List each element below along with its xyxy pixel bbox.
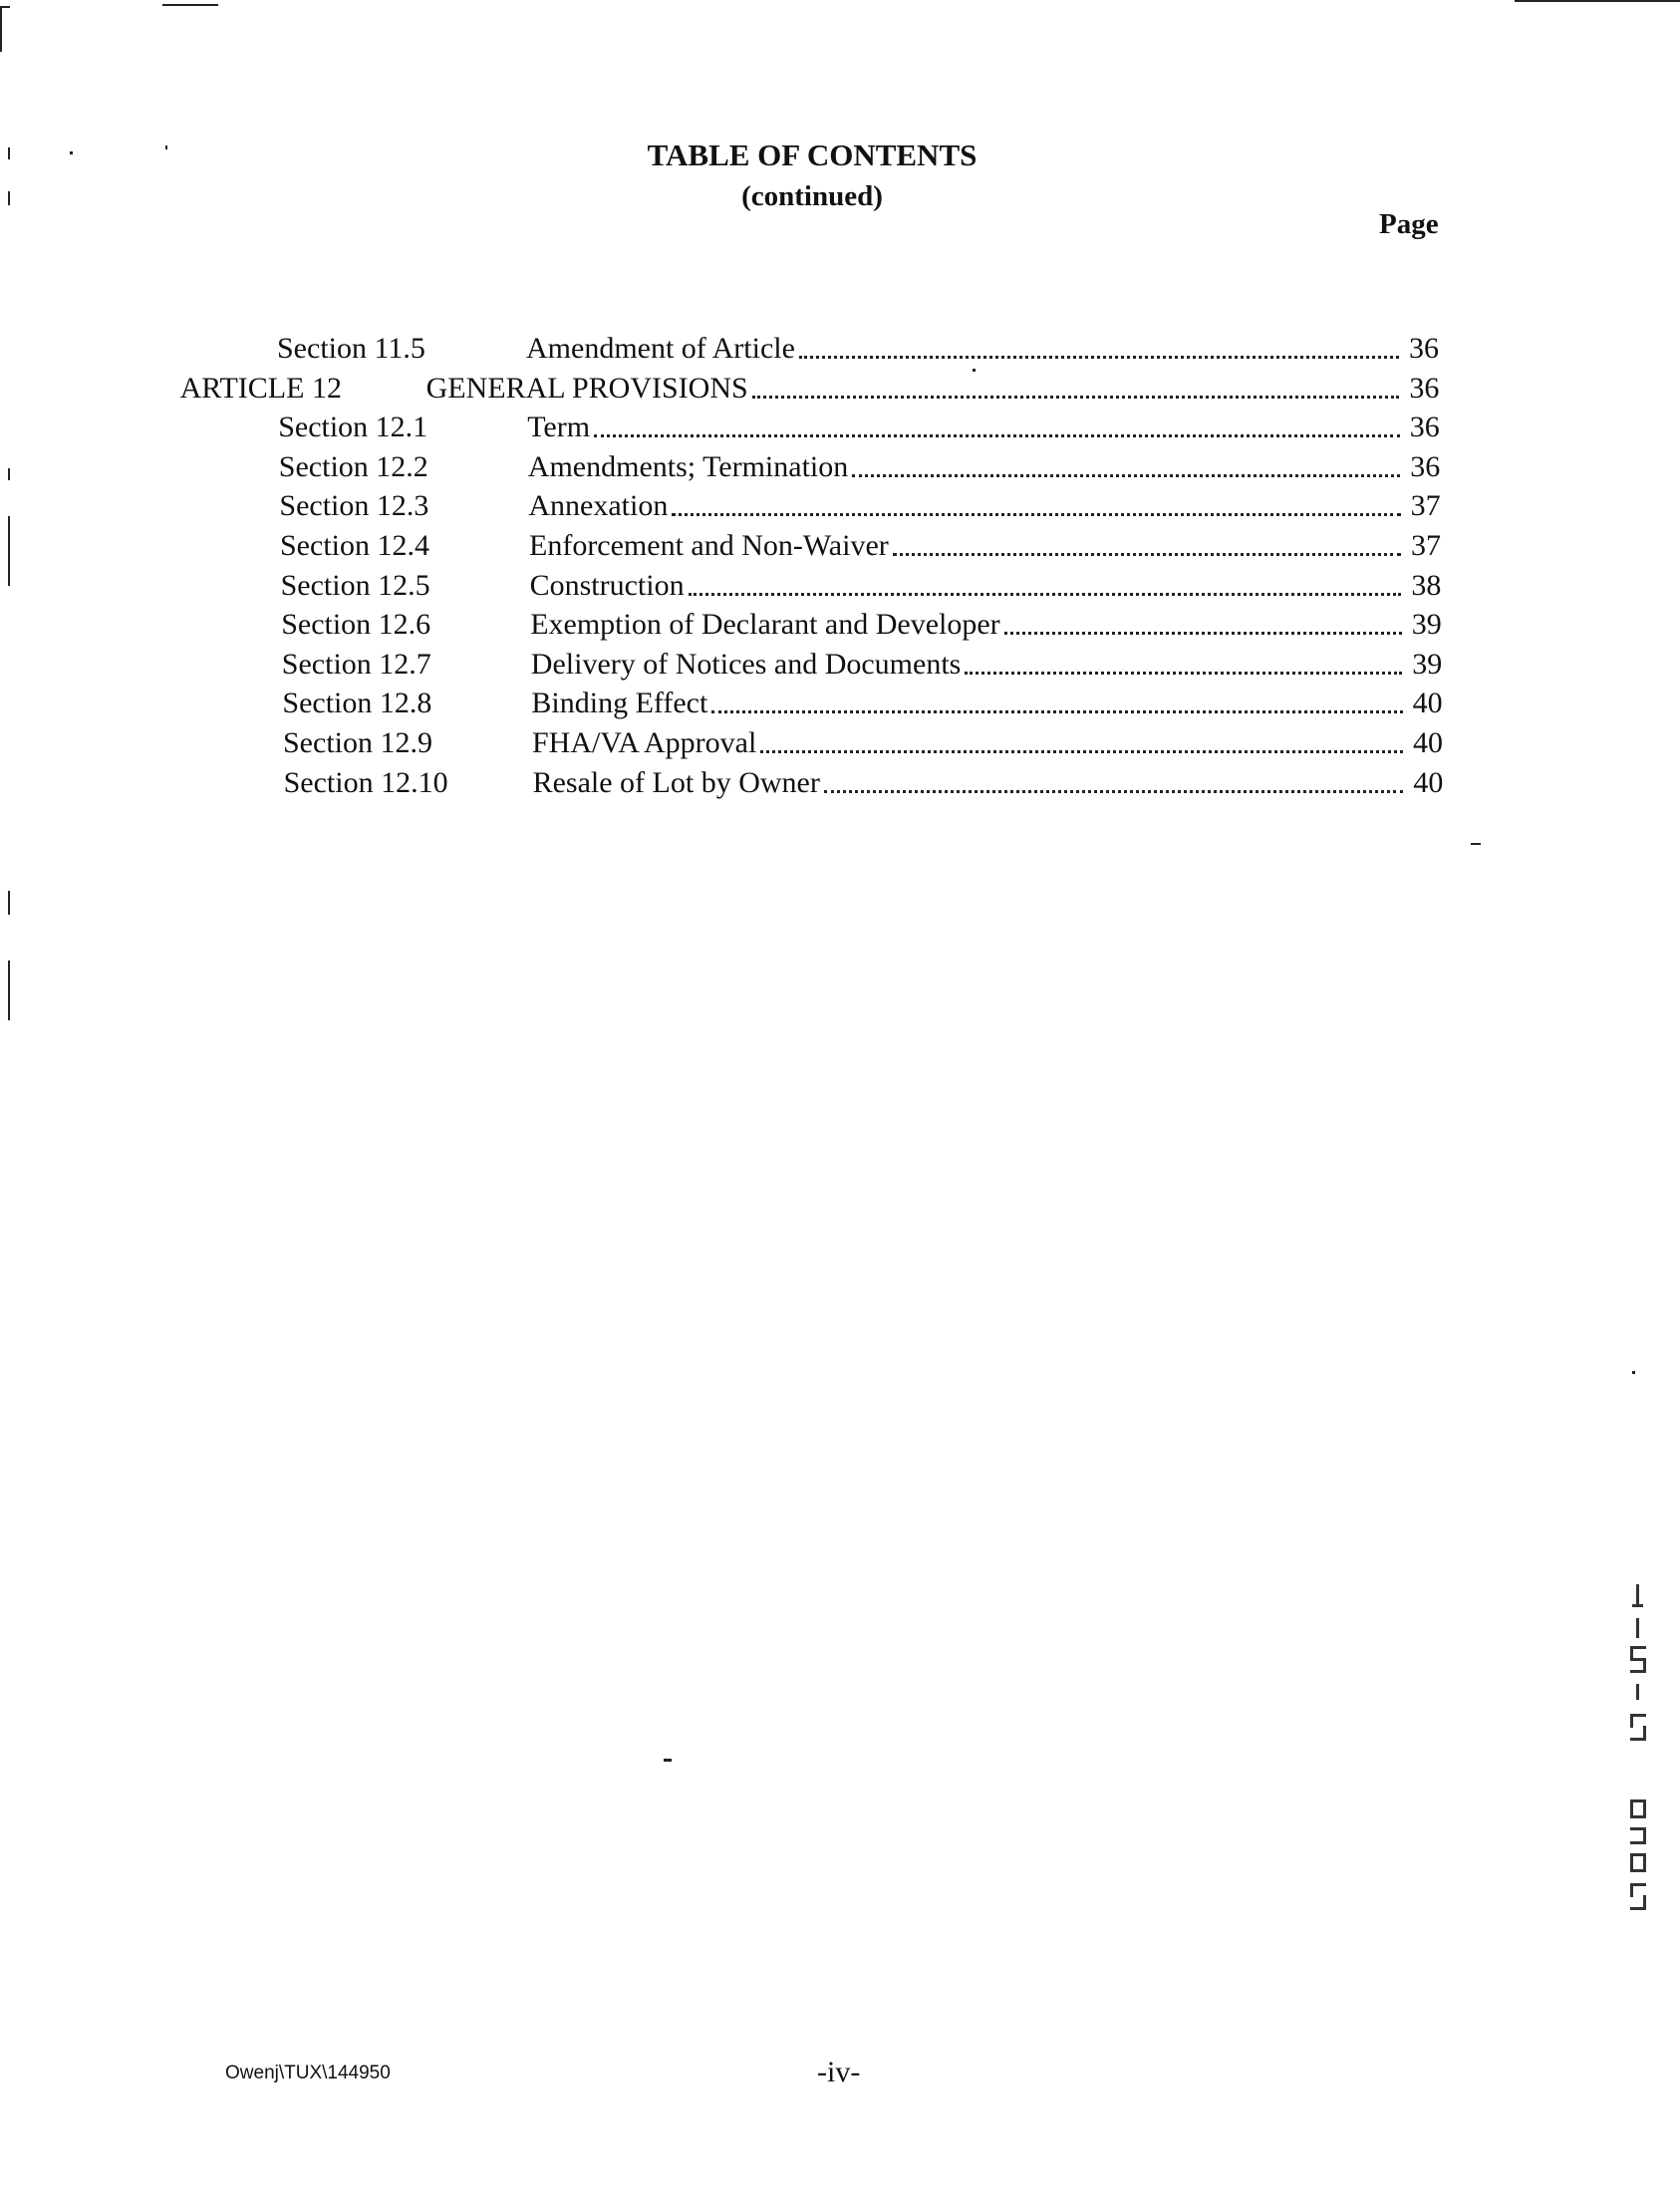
scan-artifact <box>70 151 73 154</box>
dot-leader <box>965 671 1402 675</box>
dot-leader <box>689 592 1402 596</box>
toc-entry-page: 38 <box>1411 568 1442 602</box>
toc-entry-title: Annexation <box>528 489 669 523</box>
toc-entry-page: 36 <box>1410 449 1441 483</box>
dot-leader <box>1004 631 1402 635</box>
toc-entry-page: 40 <box>1413 726 1443 759</box>
scan-artifact <box>8 961 10 1020</box>
scan-artifact <box>8 891 10 915</box>
toc-entry-page: 37 <box>1411 529 1441 562</box>
toc-entry-page: 36 <box>1409 371 1440 405</box>
toc-entry <box>277 327 1439 367</box>
dot-leader <box>893 552 1401 556</box>
toc-entry-title: Delivery of Notices and Documents <box>530 647 962 681</box>
scan-artifact <box>0 6 10 8</box>
toc-entry-number: Section 12.5 <box>280 568 430 602</box>
toc-entry-number: Section 11.5 <box>277 332 425 365</box>
toc-entry-title: FHA/VA Approval <box>532 726 757 759</box>
dot-leader <box>672 512 1400 516</box>
toc-entry-number: Section 12.1 <box>278 411 428 444</box>
footer-document-id: Owenj\TUX\144950 <box>225 2063 391 2083</box>
toc-entry <box>282 643 1442 683</box>
toc-entry-page: 36 <box>1409 332 1439 365</box>
scan-artifact <box>162 4 218 6</box>
toc-entry-page: 39 <box>1412 647 1443 681</box>
toc-entry-title: Construction <box>529 568 685 602</box>
toc-entry-page: 37 <box>1410 489 1441 523</box>
toc-entry-number: Section 12.2 <box>278 449 428 483</box>
scan-artifact <box>664 1759 672 1762</box>
dot-leader <box>594 433 1400 437</box>
toc-entry-title: GENERAL PROVISIONS <box>425 371 748 405</box>
toc-entry-title: Enforcement and Non-Waiver <box>529 529 889 562</box>
toc-entry-title: Amendments; Termination <box>527 449 849 483</box>
toc-entry <box>279 445 1440 485</box>
toc-entry-page: 39 <box>1411 608 1442 642</box>
dot-leader <box>824 789 1404 793</box>
toc-entry-number: Section 12.10 <box>283 765 448 799</box>
toc-entry-number: Section 12.6 <box>281 608 431 642</box>
toc-entry-page: 40 <box>1413 765 1444 799</box>
scan-artifact <box>8 468 10 480</box>
toc-entry-number: Section 12.4 <box>280 529 429 562</box>
toc-entry-title: Resale of Lot by Owner <box>532 765 820 799</box>
toc-entry-page: 36 <box>1409 411 1440 444</box>
toc-entry <box>281 603 1442 643</box>
side-stamp <box>1618 1584 1658 1913</box>
toc-entry <box>279 484 1440 524</box>
dot-leader <box>799 355 1399 359</box>
toc-entry-number: Section 12.7 <box>281 647 431 681</box>
scan-artifact <box>0 6 2 52</box>
toc-entry <box>282 682 1442 721</box>
dot-leader <box>752 395 1400 399</box>
dot-leader <box>852 473 1400 477</box>
footer-page-number: -iv- <box>817 2056 861 2088</box>
toc-entry-number: ARTICLE 12 <box>179 371 342 405</box>
toc-entry <box>280 524 1441 564</box>
toc-entry-number: Section 12.8 <box>282 687 432 720</box>
scan-artifact <box>973 369 976 372</box>
toc-entry <box>278 406 1440 445</box>
toc-entry <box>281 564 1442 604</box>
toc-entry-page: 40 <box>1412 687 1443 720</box>
toc-list <box>0 0 1680 897</box>
toc-entry-title: Binding Effect <box>531 687 708 720</box>
toc-entry-title: Term <box>527 411 591 444</box>
toc-entry-number: Section 12.3 <box>279 489 429 523</box>
toc-entry-title: Amendment of Article <box>526 332 795 365</box>
scan-artifact <box>8 191 10 205</box>
scan-artifact <box>8 147 10 159</box>
dot-leader <box>711 709 1402 713</box>
scan-artifact <box>1471 843 1481 845</box>
page-column-label: Page <box>1379 208 1439 240</box>
scan-artifact <box>1515 0 1680 2</box>
toc-entry <box>283 721 1443 761</box>
toc-entry-title: Exemption of Declarant and Developer <box>530 608 1000 642</box>
toc-entry <box>284 761 1444 801</box>
page-title: TABLE OF CONTENTS <box>647 138 978 172</box>
scan-artifact <box>1632 1371 1635 1374</box>
page-subtitle: (continued) <box>741 180 883 212</box>
toc-entry-article <box>180 367 1440 407</box>
dot-leader <box>760 749 1403 753</box>
scan-artifact <box>165 145 167 149</box>
scan-artifact <box>8 516 10 586</box>
toc-entry-number: Section 12.9 <box>283 726 432 759</box>
